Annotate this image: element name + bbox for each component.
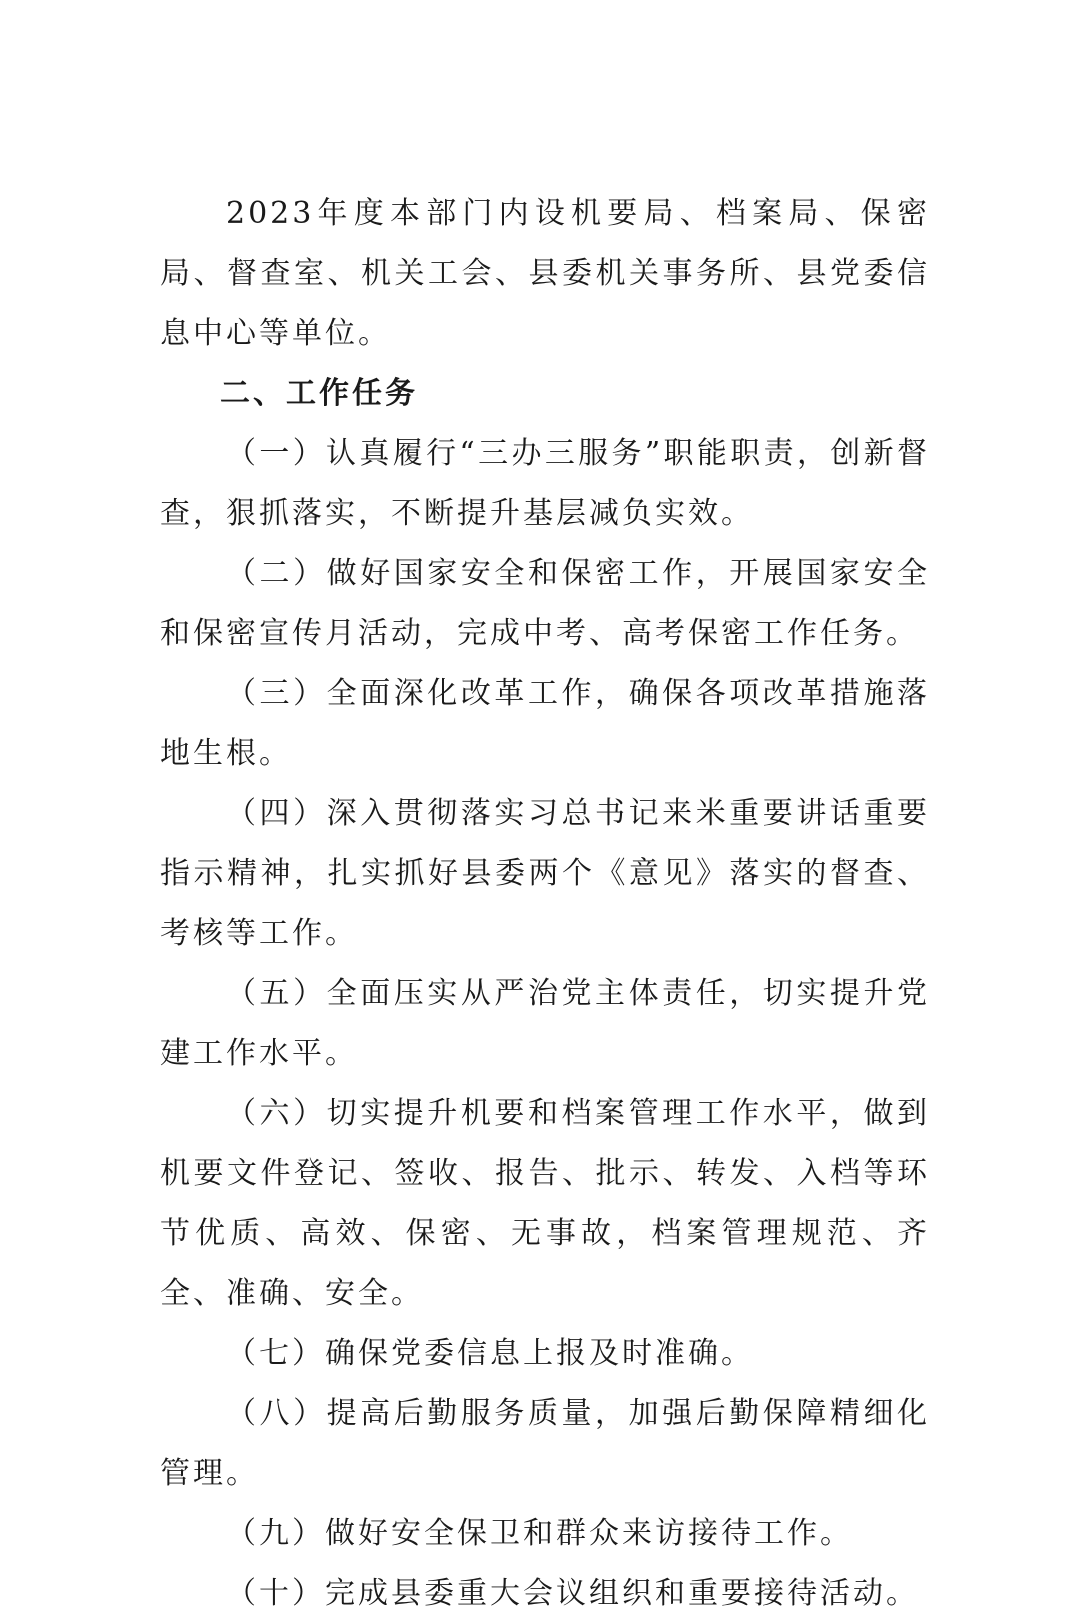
section-heading: 二、工作任务: [220, 376, 418, 411]
task-item-7: （七）确保党委信息上报及时准确。: [226, 1336, 754, 1371]
task-item-5: （五）全面压实从严治党主体责任，切实提升党建工作水平。: [160, 976, 930, 1071]
task-item-2: （二）做好国家安全和保密工作，开展国家安全和保密宣传月活动，完成中考、高考保密工作任务。: [160, 556, 930, 651]
document-body: [160, 184, 930, 1624]
task-item-1: （一）认真履行“三办三服务”职能职责，创新督查，狠抓落实，不断提升基层减负实效。: [160, 436, 930, 531]
task-item-9: （九）做好安全保卫和群众来访接待工作。: [226, 1516, 853, 1551]
intro-paragraph: 2023年度本部门内设机要局、档案局、保密局、督查室、机关工会、县委机关事务所、县党委信息中心等单位。: [160, 196, 930, 351]
task-item-4: （四）深入贯彻落实习总书记来米重要讲话重要指示精神，扎实抓好县委两个《意见》落实的督查、考核等工作。: [160, 796, 930, 951]
task-item-10: （十）完成县委重大会议组织和重要接待活动。: [226, 1576, 919, 1611]
task-item-8: （八）提高后勤服务质量，加强后勤保障精细化管理。: [160, 1396, 930, 1491]
task-item-6: （六）切实提升机要和档案管理工作水平，做到机要文件登记、签收、报告、批示、转发、入档等环节优质、高效、保密、无事故，档案管理规范、齐全、准确、安全。: [160, 1096, 930, 1311]
task-item-3: （三）全面深化改革工作，确保各项改革措施落地生根。: [160, 676, 930, 771]
